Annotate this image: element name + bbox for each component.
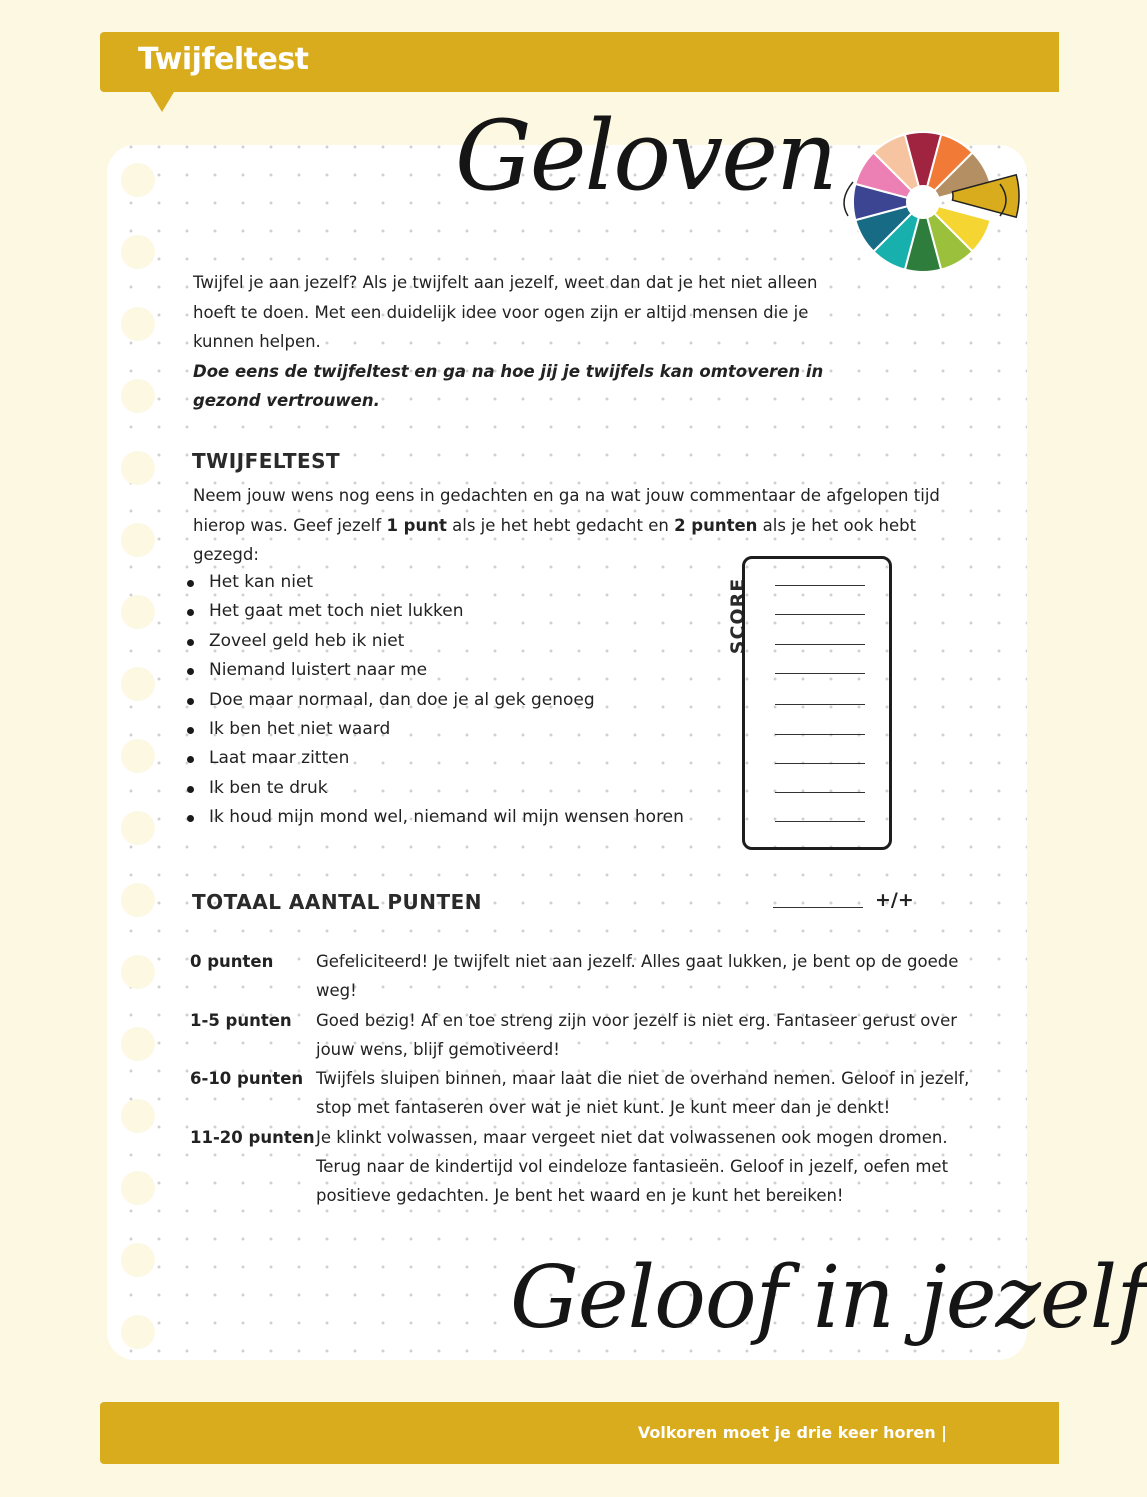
score-line[interactable] (775, 734, 865, 735)
slogan: Geloof in jezelf (510, 1248, 1147, 1348)
list-item: Ik houd mijn mond wel, niemand wil mijn wensen horen (184, 803, 684, 832)
page-title: Geloven (455, 100, 836, 212)
score-label: SCORE (727, 577, 750, 655)
intro-text: Twijfel je aan jezelf? Als je twijfelt aan jezelf, weet dan dat je het niet alleen hoeft te doen. Met een duidelijk idee voor ogen zijn er altijd mensen die je kunnen helpen. (193, 273, 818, 351)
result-label: 11-20 punten (190, 1127, 315, 1147)
score-line[interactable] (775, 792, 865, 793)
color-wheel-center (907, 186, 939, 218)
footer-text: Volkoren moet je drie keer horen | (637, 1423, 947, 1442)
score-line[interactable] (775, 673, 865, 674)
test-heading: TWIJFELTEST (192, 449, 341, 473)
intro-bold-text: Doe eens de twijfeltest en ga na hoe jij je twijfels kan omtoveren in gezond vertrouwen. (193, 361, 824, 410)
result-row (190, 1123, 970, 1211)
list-item: Zoveel geld heb ik niet (184, 627, 684, 656)
binder-hole (121, 811, 155, 845)
binder-hole (121, 1243, 155, 1277)
list-item: Niemand luistert naar me (184, 656, 684, 685)
total-suffix: +/+ (875, 889, 914, 911)
instruction-bold: 2 punten (674, 515, 758, 535)
binder-hole (121, 307, 155, 341)
intro-paragraph (193, 268, 833, 416)
footer-bar (100, 1402, 1059, 1464)
binder-hole (121, 667, 155, 701)
score-line[interactable] (775, 704, 865, 705)
list-item: Ik ben het niet waard (184, 715, 684, 744)
list-item: Laat maar zitten (184, 744, 684, 773)
binder-hole (121, 883, 155, 917)
result-text: Goed bezig! Af en toe streng zijn voor jezelf is niet erg. Fantaseer gerust over jouw wens, blijf gemotiveerd! (316, 1010, 958, 1059)
result-text: Twijfels sluipen binnen, maar laat die niet de overhand nemen. Geloof in jezelf, stop met fantaseren over wat je niet kunt. Je kunt meer dan je denkt! (316, 1069, 970, 1118)
list-item: Het kan niet (184, 568, 684, 597)
binder-hole (121, 1315, 155, 1349)
header-title: Twijfeltest (138, 42, 309, 77)
result-text: Gefeliciteerd! Je twijfelt niet aan jezelf. Alles gaat lukken, je bent op de goede weg! (316, 952, 959, 1001)
result-row (190, 1006, 970, 1065)
result-row (190, 947, 970, 1006)
result-label: 0 punten (190, 952, 274, 971)
header-bar (100, 32, 1059, 92)
result-row (190, 1064, 970, 1123)
binder-hole (121, 235, 155, 269)
wheel-arrow-left (844, 182, 853, 216)
binder-hole (121, 595, 155, 629)
score-line[interactable] (775, 763, 865, 764)
score-box (742, 556, 892, 850)
binder-hole (121, 163, 155, 197)
instruction-text: als je het ook hebt gezegd: (193, 515, 917, 564)
result-label: 1-5 punten (190, 1010, 292, 1030)
binder-hole (121, 1027, 155, 1061)
binder-hole (121, 523, 155, 557)
score-line[interactable] (775, 821, 865, 822)
binder-hole (121, 1171, 155, 1205)
list-item: Ik ben te druk (184, 774, 684, 803)
score-line[interactable] (775, 614, 865, 615)
result-text: Je klinkt volwassen, maar vergeet niet dat volwassenen ook mogen dromen. Terug naar de kindertijd vol eindeloze fantasieën. Geloof in jezelf, oefen met positieve gedachten. Je bent het waard en je kunt het bereiken! (316, 1127, 949, 1206)
list-item: Doe maar normaal, dan doe je al gek genoeg (184, 686, 684, 715)
score-line[interactable] (775, 585, 865, 586)
color-wheel-icon (828, 120, 1024, 280)
binder-hole (121, 1099, 155, 1133)
instruction-bold: 1 punt (386, 515, 447, 535)
binder-hole (121, 379, 155, 413)
instruction-text: Neem jouw wens nog eens in gedachten en ga na wat jouw commentaar de afgelopen tijd hierop was. Geef jezelf (193, 486, 940, 535)
list-item: Het gaat met toch niet lukken (184, 597, 684, 626)
result-label: 6-10 punten (190, 1069, 304, 1089)
total-line[interactable] (773, 907, 863, 908)
binder-hole (121, 955, 155, 989)
binder-hole (121, 451, 155, 485)
results-list (190, 947, 970, 1211)
binder-hole (121, 739, 155, 773)
score-line[interactable] (775, 644, 865, 645)
instruction-text: als je het hebt gedacht en (446, 515, 675, 535)
statement-list (184, 568, 684, 833)
header-tail (150, 92, 174, 112)
total-heading: TOTAAL AANTAL PUNTEN (192, 890, 483, 914)
